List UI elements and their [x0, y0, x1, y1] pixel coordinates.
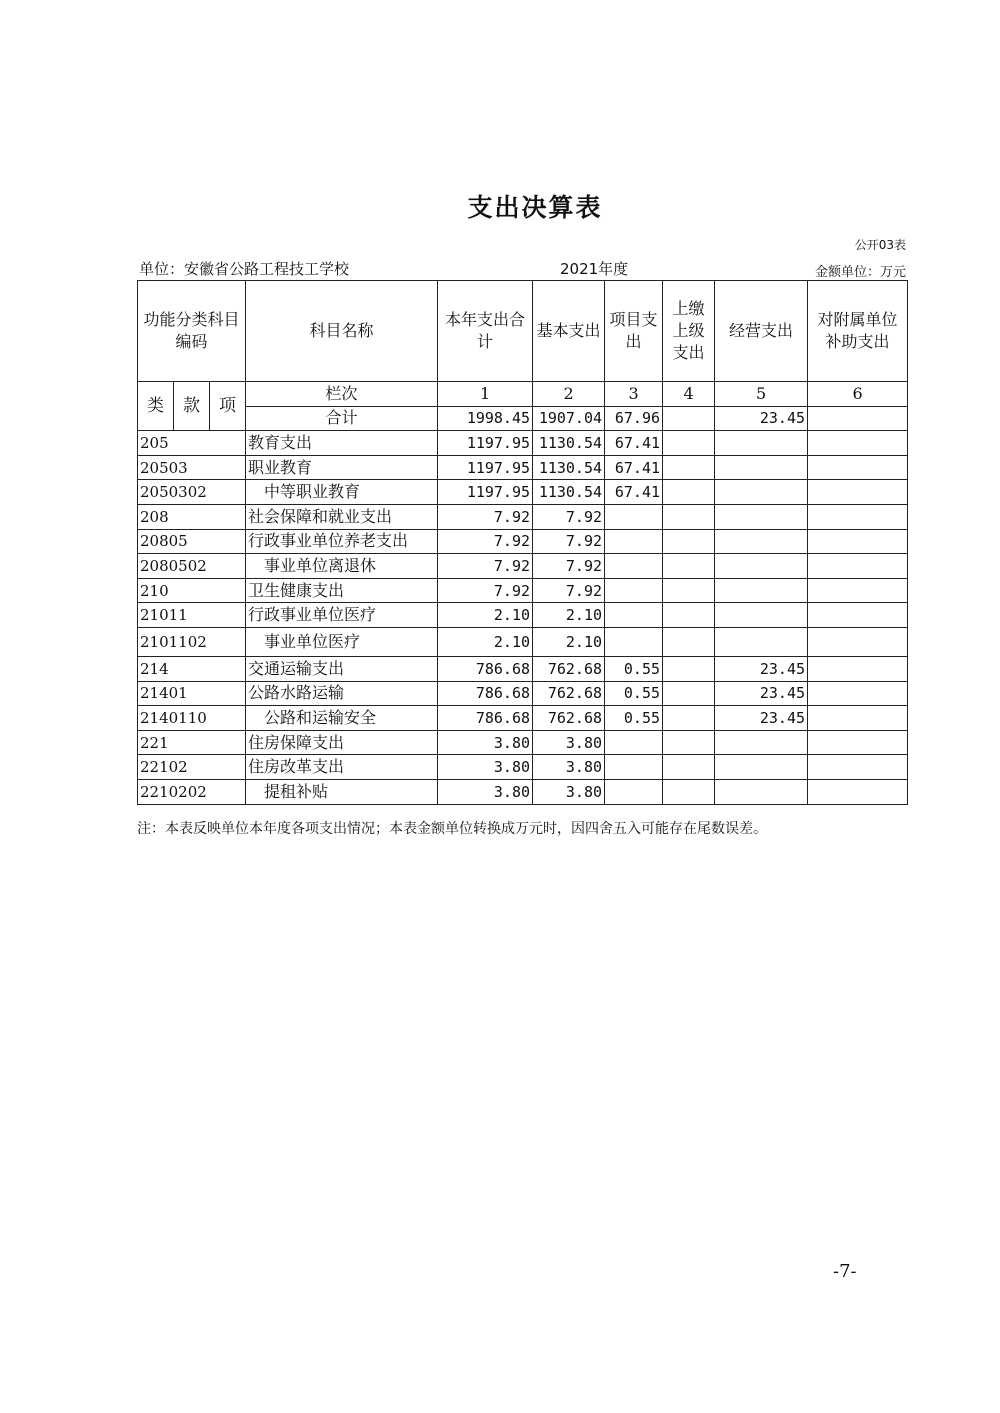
cell-upper: [663, 730, 715, 755]
cell-upper: [663, 554, 715, 579]
cell-total: 1998.45: [438, 406, 533, 431]
col-number: 1: [438, 382, 533, 407]
cell-project: [605, 730, 663, 755]
cell-code: 214: [138, 656, 246, 681]
cell-project: [605, 529, 663, 554]
cell-code: 20805: [138, 529, 246, 554]
table-row: [138, 681, 908, 706]
total-row: [138, 406, 908, 431]
table-row: [138, 603, 908, 628]
cell-basic: 3.80: [533, 779, 605, 804]
header-name: 科目名称: [246, 281, 438, 382]
cell-total: 1197.95: [438, 480, 533, 505]
col-number: 4: [663, 382, 715, 407]
cell-project: 0.55: [605, 681, 663, 706]
cell-project: 67.41: [605, 455, 663, 480]
cell-name: 社会保障和就业支出: [246, 504, 438, 529]
cell-name: 公路水路运输: [246, 681, 438, 706]
cell-project: 67.41: [605, 431, 663, 456]
cell-project: 0.55: [605, 656, 663, 681]
cell-basic: 3.80: [533, 730, 605, 755]
cell-business: [715, 480, 808, 505]
cell-business: [715, 455, 808, 480]
cell-upper: [663, 406, 715, 431]
cell-name: 教育支出: [246, 431, 438, 456]
cell-code: 22102: [138, 755, 246, 780]
cell-basic: 762.68: [533, 706, 605, 731]
cell-business: [715, 779, 808, 804]
header-project: 项目支出: [605, 281, 663, 382]
cell-total: 7.92: [438, 504, 533, 529]
header-subsidy: 对附属单位补助支出: [808, 281, 908, 382]
cell-code: 20503: [138, 455, 246, 480]
cell-subsidy: [808, 504, 908, 529]
cell-total: 1197.95: [438, 455, 533, 480]
cell-name: 公路和运输安全: [246, 706, 438, 731]
cell-name: 事业单位医疗: [246, 627, 438, 656]
cell-total: 7.92: [438, 554, 533, 579]
col-number: 5: [715, 382, 808, 407]
cell-business: 23.45: [715, 706, 808, 731]
cell-subsidy: [808, 406, 908, 431]
cell-basic: 1907.04: [533, 406, 605, 431]
cell-name: 卫生健康支出: [246, 578, 438, 603]
year-label: 2021年度: [560, 260, 629, 278]
table-row: [138, 554, 908, 579]
table-row: [138, 578, 908, 603]
cell-total: 786.68: [438, 656, 533, 681]
page-title: 支出决算表: [467, 193, 603, 222]
cell-name: 住房保障支出: [246, 730, 438, 755]
cell-upper: [663, 681, 715, 706]
cell-total: 3.80: [438, 730, 533, 755]
cell-name: 交通运输支出: [246, 656, 438, 681]
cell-upper: [663, 656, 715, 681]
cell-name: 职业教育: [246, 455, 438, 480]
table-row: [138, 431, 908, 456]
cell-project: [605, 554, 663, 579]
cell-upper: [663, 578, 715, 603]
col-number: 3: [605, 382, 663, 407]
header-total: 本年支出合计: [438, 281, 533, 382]
sub-label-lei: 类: [138, 382, 174, 431]
cell-business: [715, 578, 808, 603]
table-row: [138, 529, 908, 554]
header-upper: 上缴上级支出: [663, 281, 715, 382]
cell-project: [605, 603, 663, 628]
cell-project: [605, 504, 663, 529]
header-row: [138, 281, 908, 382]
cell-name: 行政事业单位养老支出: [246, 529, 438, 554]
cell-subsidy: [808, 681, 908, 706]
unit-label: 单位：安徽省公路工程技工学校: [139, 260, 350, 278]
cell-total: 3.80: [438, 755, 533, 780]
header-code-group: 功能分类科目编码: [138, 281, 246, 382]
cell-total: 2.10: [438, 603, 533, 628]
sub-label-xiang: 项: [210, 382, 246, 431]
cell-subsidy: [808, 755, 908, 780]
cell-basic: 762.68: [533, 656, 605, 681]
cell-basic: 1130.54: [533, 455, 605, 480]
cell-upper: [663, 529, 715, 554]
cell-name: 事业单位离退休: [246, 554, 438, 579]
cell-subsidy: [808, 480, 908, 505]
cell-subsidy: [808, 627, 908, 656]
cell-business: [715, 603, 808, 628]
col-number: 6: [808, 382, 908, 407]
cell-total: 1197.95: [438, 431, 533, 456]
cell-code: 208: [138, 504, 246, 529]
cell-subsidy: [808, 554, 908, 579]
cell-code: 2050302: [138, 480, 246, 505]
form-number: 公开03表: [854, 238, 906, 252]
cell-business: [715, 431, 808, 456]
cell-name: 提租补贴: [246, 779, 438, 804]
cell-subsidy: [808, 779, 908, 804]
cell-upper: [663, 504, 715, 529]
table-row: [138, 730, 908, 755]
cell-project: 0.55: [605, 706, 663, 731]
cell-code: 2140110: [138, 706, 246, 731]
cell-subsidy: [808, 431, 908, 456]
cell-subsidy: [808, 529, 908, 554]
cell-code: 21011: [138, 603, 246, 628]
cell-subsidy: [808, 656, 908, 681]
cell-total: 786.68: [438, 706, 533, 731]
cell-upper: [663, 627, 715, 656]
cell-code: 205: [138, 431, 246, 456]
table-row: [138, 627, 908, 656]
cell-business: [715, 504, 808, 529]
cell-project: 67.96: [605, 406, 663, 431]
cell-subsidy: [808, 455, 908, 480]
cell-upper: [663, 706, 715, 731]
cell-project: [605, 755, 663, 780]
cell-subsidy: [808, 730, 908, 755]
header-basic: 基本支出: [533, 281, 605, 382]
cell-project: [605, 578, 663, 603]
cell-name: 中等职业教育: [246, 480, 438, 505]
page-number: -7-: [833, 1261, 857, 1282]
cell-business: 23.45: [715, 406, 808, 431]
cell-upper: [663, 603, 715, 628]
cell-code: 2080502: [138, 554, 246, 579]
cell-code: 221: [138, 730, 246, 755]
cell-subsidy: [808, 706, 908, 731]
cell-business: 23.45: [715, 656, 808, 681]
cell-name: 住房改革支出: [246, 755, 438, 780]
footnote: 注：本表反映单位本年度各项支出情况；本表金额单位转换成万元时，因四舍五入可能存在尾数误差。: [137, 821, 767, 837]
col-number: 2: [533, 382, 605, 407]
cell-basic: 7.92: [533, 554, 605, 579]
cell-basic: 7.92: [533, 578, 605, 603]
cell-basic: 3.80: [533, 755, 605, 780]
table-row: [138, 480, 908, 505]
cell-business: [715, 730, 808, 755]
lanci-label: 栏次: [246, 382, 438, 407]
cell-basic: 1130.54: [533, 431, 605, 456]
cell-upper: [663, 431, 715, 456]
cell-basic: 7.92: [533, 529, 605, 554]
cell-total: 2.10: [438, 627, 533, 656]
cell-total: 786.68: [438, 681, 533, 706]
table-row: [138, 504, 908, 529]
header-business: 经营支出: [715, 281, 808, 382]
table-row: [138, 455, 908, 480]
cell-total: 3.80: [438, 779, 533, 804]
cell-project: 67.41: [605, 480, 663, 505]
cell-subsidy: [808, 578, 908, 603]
cell-upper: [663, 480, 715, 505]
cell-basic: 762.68: [533, 681, 605, 706]
cell-code: 2210202: [138, 779, 246, 804]
cell-business: [715, 554, 808, 579]
cell-subsidy: [808, 603, 908, 628]
cell-business: [715, 529, 808, 554]
sub-label-kuan: 款: [174, 382, 210, 431]
cell-upper: [663, 779, 715, 804]
column-number-row: [138, 382, 908, 407]
cell-basic: 7.92: [533, 504, 605, 529]
cell-basic: 2.10: [533, 627, 605, 656]
table-row: [138, 779, 908, 804]
cell-code: 210: [138, 578, 246, 603]
cell-name: 行政事业单位医疗: [246, 603, 438, 628]
amount-unit-label: 金额单位：万元: [814, 265, 906, 280]
cell-code: 2101102: [138, 627, 246, 656]
cell-total: 7.92: [438, 529, 533, 554]
cell-business: [715, 755, 808, 780]
total-label: 合计: [246, 406, 438, 431]
cell-business: [715, 627, 808, 656]
cell-project: [605, 779, 663, 804]
cell-upper: [663, 755, 715, 780]
cell-upper: [663, 455, 715, 480]
table-row: [138, 656, 908, 681]
expenditure-table: [137, 280, 908, 805]
cell-basic: 1130.54: [533, 480, 605, 505]
cell-total: 7.92: [438, 578, 533, 603]
cell-project: [605, 627, 663, 656]
cell-business: 23.45: [715, 681, 808, 706]
cell-basic: 2.10: [533, 603, 605, 628]
table-row: [138, 706, 908, 731]
cell-code: 21401: [138, 681, 246, 706]
table-row: [138, 755, 908, 780]
